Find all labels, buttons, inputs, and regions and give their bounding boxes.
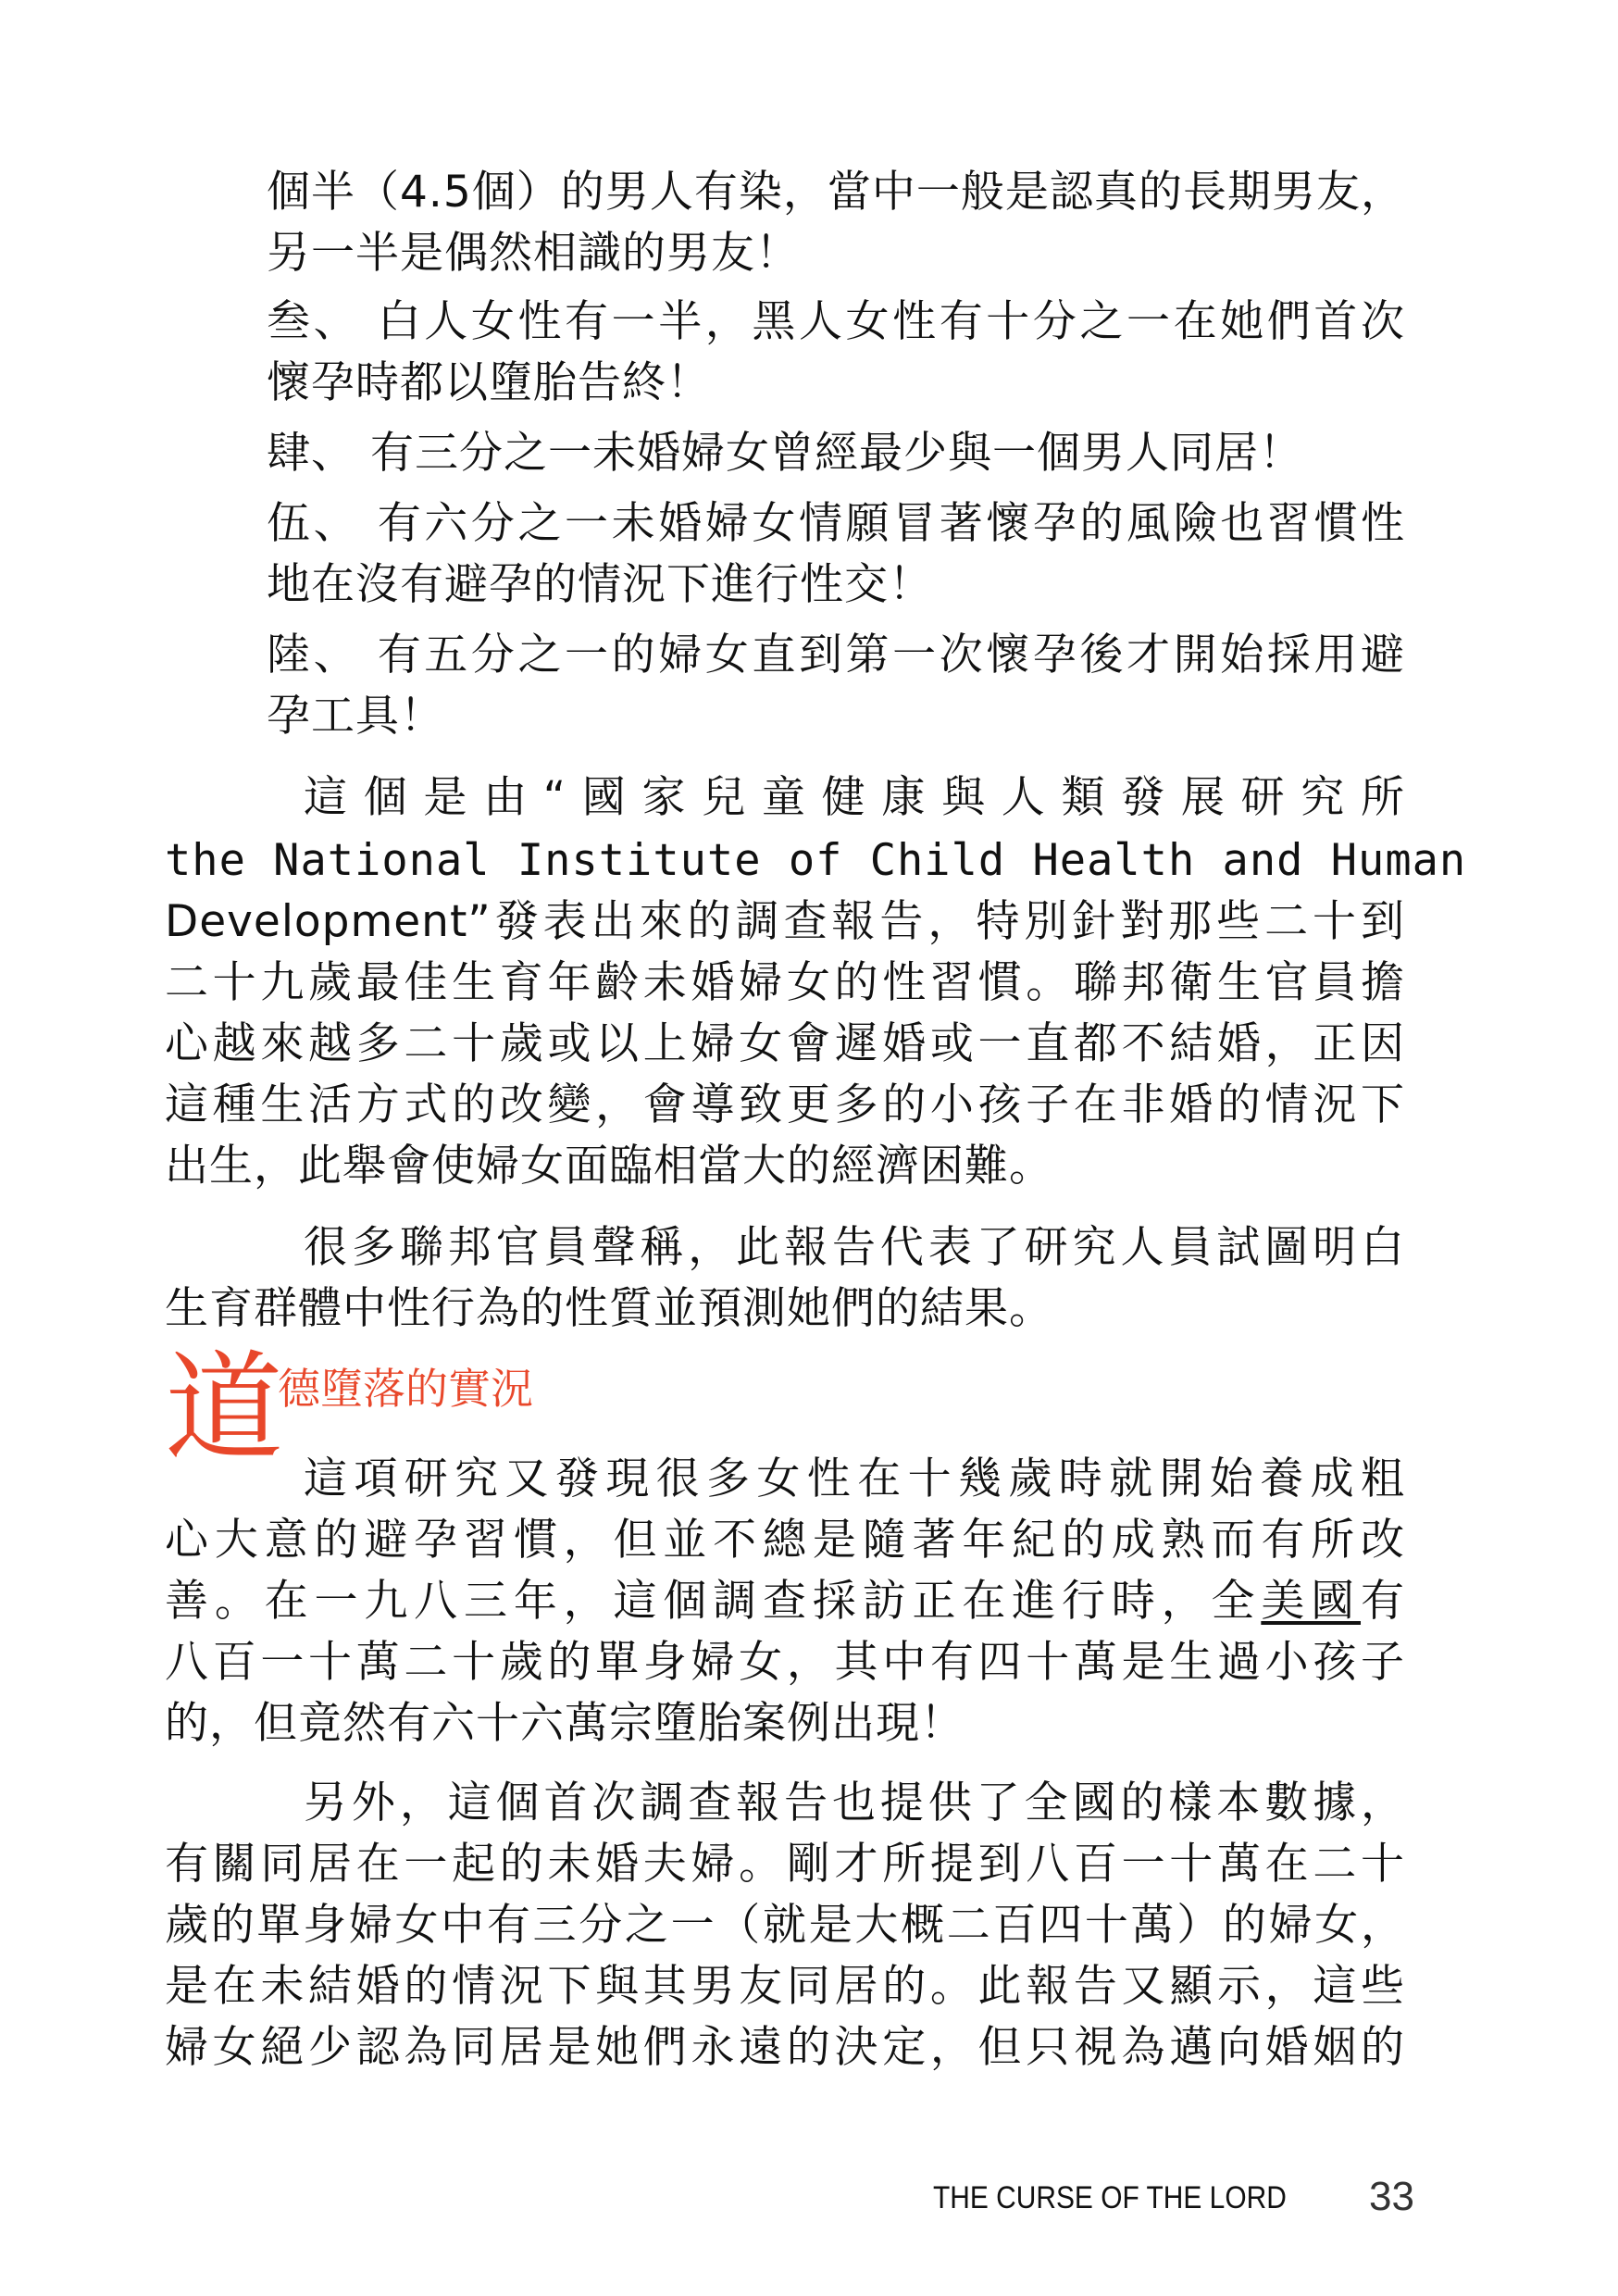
paragraph-line: 很多聯邦官員聲稱，此報告代表了研究人員試圖明白 — [304, 1222, 1405, 1273]
list-item-5: 伍、 有六分之一未婚婦女情願冒著懷孕的風險也習慣性 — [267, 498, 1405, 549]
paragraph-line: 另外，這個首次調查報告也提供了全國的樣本數據， — [304, 1778, 1405, 1828]
list-item-4: 肆、 有三分之一未婚婦女曾經最少與一個男人同居！ — [267, 428, 1303, 479]
paragraph-line: Development”發表出來的調查報告，特別針對那些二十到 — [165, 896, 1405, 947]
underlined-text: 美國 — [1261, 1576, 1362, 1627]
paragraph-line — [165, 1574, 1405, 1629]
page-footer — [933, 2170, 1414, 2226]
list-item-6: 陸、 有五分之一的婦女直到第一次懷孕後才開始採用避 — [267, 630, 1405, 680]
text-line: 孕工具！ — [267, 691, 444, 742]
paragraph-line: 是在未結婚的情況下與其男友同居的。此報告又顯示，這些 — [165, 1961, 1405, 2012]
paragraph-line: 心越來越多二十歲或以上婦女會遲婚或一直都不結婚，正因 — [165, 1018, 1405, 1069]
paragraph-line: 婦女絕少認為同居是她們永遠的決定，但只視為邁向婚姻的 — [165, 2022, 1405, 2073]
paragraph-line: 生育群體中性行為的性質並預測她們的結果。 — [165, 1283, 1053, 1334]
text-line: 地在沒有避孕的情況下進行性交！ — [267, 559, 933, 610]
book-title: THE CURSE OF THE LORD — [933, 2180, 1287, 2215]
paragraph-line: 有關同居在一起的未婚夫婦。剛才所提到八百一十萬在二十 — [165, 1839, 1405, 1890]
paragraph-line: 出生，此舉會使婦女面臨相當大的經濟困難。 — [165, 1141, 1053, 1192]
text-line: 另一半是偶然相識的男友！ — [267, 228, 800, 279]
paragraph-line: 的，但竟然有六十六萬宗墮胎案例出現！ — [165, 1698, 965, 1749]
list-item-3: 叁、 白人女性有一半，黑人女性有十分之一在她們首次 — [267, 296, 1405, 347]
page-number: 33 — [1369, 2174, 1414, 2219]
text-segment: 善。在一九八三年，這個調查採訪正在進行時，全 — [165, 1576, 1262, 1627]
text-segment: 有 — [1361, 1576, 1406, 1627]
drop-cap: 道 — [165, 1340, 284, 1478]
paragraph-line: 歲的單身婦女中有三分之一（就是大概二百四十萬）的婦女， — [165, 1900, 1405, 1951]
heading-text: 德墮落的實況 — [278, 1364, 533, 1414]
paragraph-line: 這項研究又發現很多女性在十幾歲時就開始養成粗 — [304, 1454, 1405, 1504]
paragraph-line: 這種生活方式的改變，會導致更多的小孩子在非婚的情況下 — [165, 1079, 1405, 1130]
text-line: 懷孕時都以墮胎告終！ — [267, 357, 711, 408]
text-line: 個半（4.5個）的男人有染，當中一般是認真的長期男友， — [267, 167, 1405, 218]
paragraph-line: the National Institute of Child Health and Human — [165, 835, 1467, 886]
paragraph-line: 八百一十萬二十歲的單身婦女，其中有四十萬是生過小孩子 — [165, 1637, 1405, 1688]
paragraph-line: 二十九歲最佳生育年齡未婚婦女的性習慣。聯邦衛生官員擔 — [165, 957, 1405, 1008]
paragraph-line: 這個是由“國家兒童健康與人類發展研究所 — [304, 772, 1405, 823]
paragraph-line: 心大意的避孕習慣，但並不總是隨著年紀的成熟而有所改 — [165, 1515, 1405, 1566]
